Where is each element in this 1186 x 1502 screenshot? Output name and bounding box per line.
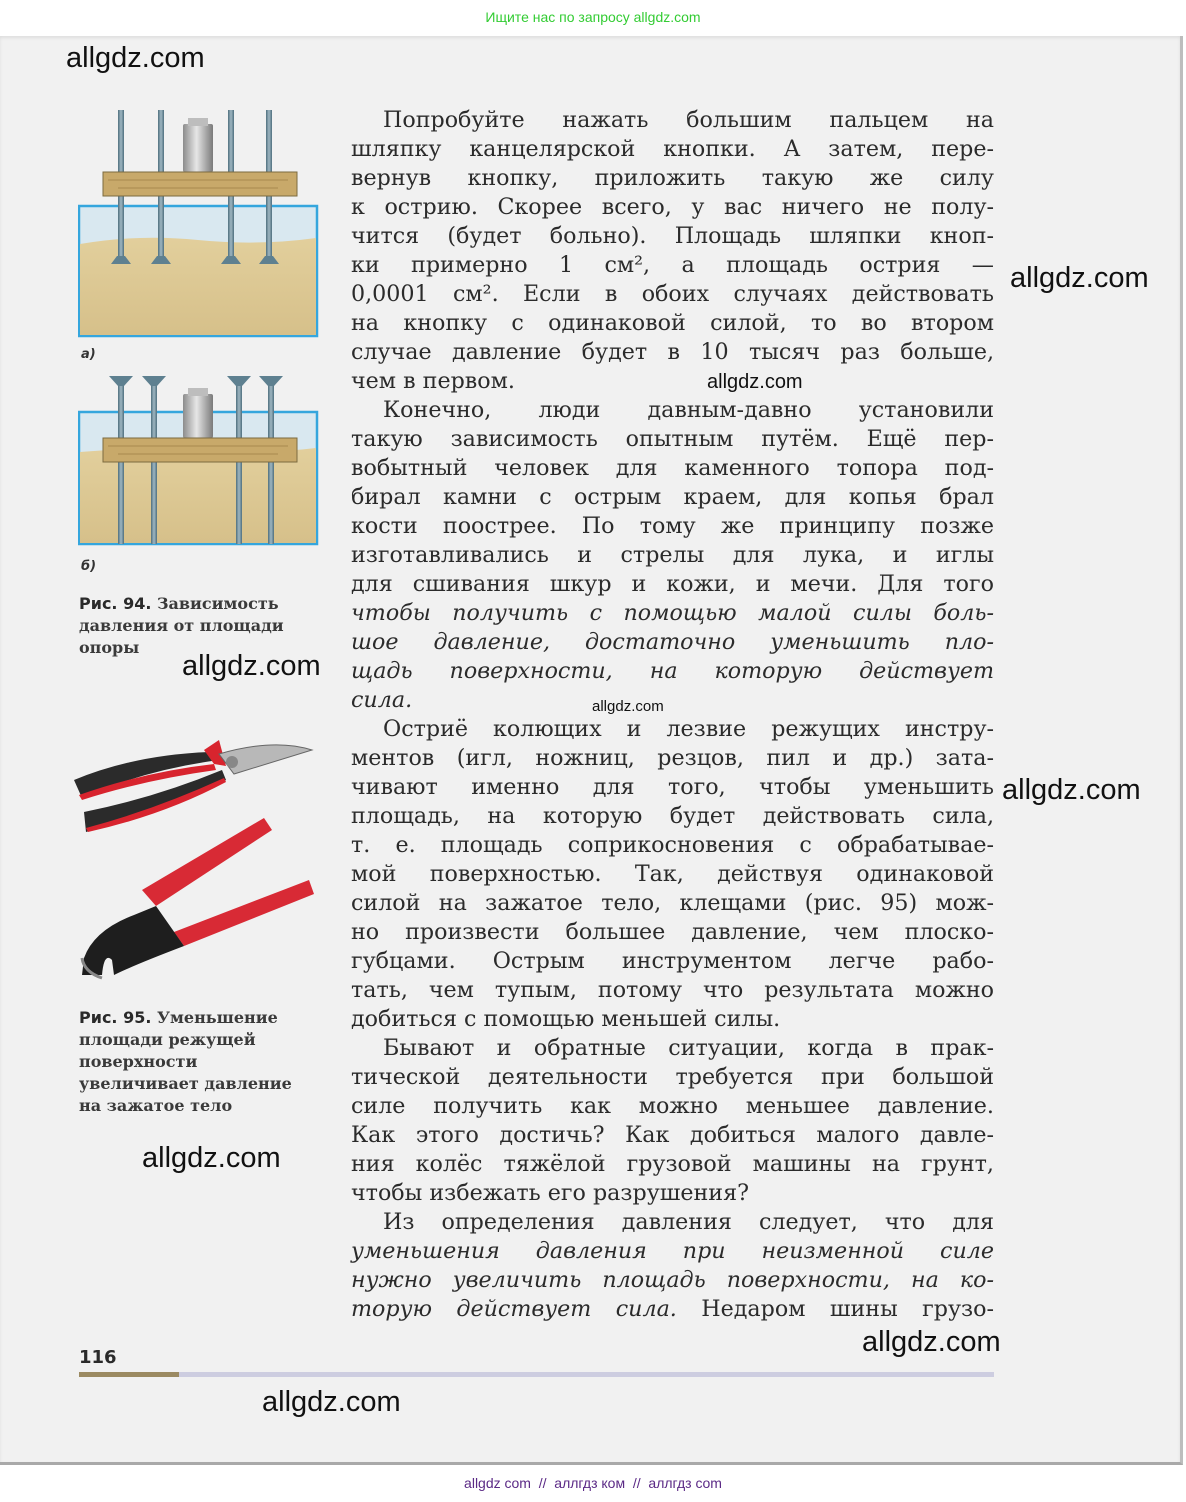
text-line: но произвести большее давление, чем плоско- (351, 919, 994, 945)
text-line: шляпку канцелярской кнопки. А затем, пере- (351, 136, 994, 162)
bottom-banner-text: allgdz com // аллгдз ком // аллгдз com (464, 1475, 722, 1491)
text-line: тать, чем тупым, потому что результата можно (351, 977, 994, 1003)
text-line: чивают именно для того, чтобы уменьшить (351, 774, 994, 800)
text-line: силой на зажатое тело, клещами (рис. 95) мож- (351, 890, 994, 916)
text-line: Попробуйте нажать большим пальцем на (383, 107, 994, 133)
text-line: случае давление будет в 10 тысяч раз больше, (351, 339, 994, 365)
page-number: 116 (79, 1347, 117, 1368)
text-line: для сшивания шкур и кожи, и мечи. Для того (351, 571, 994, 597)
text-line: Бывают и обратные ситуации, когда в прак- (383, 1035, 994, 1061)
text-line: торую действует сила. Недаром шины грузо- (351, 1296, 994, 1322)
text-line: чтобы получить с помощью малой силы боль- (351, 600, 994, 626)
figure-95-caption-line: увеличивает давление (79, 1074, 292, 1093)
text-line: силе получить как можно меньшее давление. (351, 1093, 994, 1119)
text-line: мой поверхностью. Так, действуя одинаковой (351, 861, 994, 887)
text-line: на кнопку с одинаковой силой, то во втором (351, 310, 994, 336)
figure-95-number: Рис. 95. (79, 1008, 152, 1027)
text-line: площадь, на которую будет действовать сила, (351, 803, 994, 829)
text-line: вернув кнопку, приложить такую же силу (351, 165, 994, 191)
text-line: бирал камни с острым краем, для копья брал (351, 484, 994, 510)
text-line: шое давление, достаточно уменьшить пло- (351, 629, 994, 655)
text-line: т. е. площадь соприкосновения с обрабатывае- (351, 832, 994, 858)
text-line: Остриё колющих и лезвие режущих инстру- (383, 716, 994, 742)
text-line: чится (будет больно). Площадь шляпки кноп- (351, 223, 994, 249)
figure-94a-nails-heads-down (78, 106, 320, 338)
figure-94-number: Рис. 94. (79, 594, 152, 613)
top-banner (0, 0, 1186, 36)
body-text (351, 106, 994, 1324)
top-banner-text: Ищите нас по запросу allgdz.com (485, 9, 701, 25)
figure-95-caption-line: поверхности (79, 1052, 198, 1071)
text-line: добиться с помощью меньшей силы. (351, 1006, 781, 1032)
text-line: чтобы избежать его разрушения? (351, 1180, 749, 1206)
text-line: кости поострее. По тому же принципу позже (351, 513, 994, 539)
text-line: ния колёс тяжёлой грузовой машины на грунт, (351, 1151, 994, 1177)
figure-94-caption-line: давления от площади (79, 616, 284, 635)
watermark-text: allgdz.com (592, 698, 664, 715)
text-line: такую зависимость опытным путём. Ещё пер- (351, 426, 994, 452)
text-line: Как этого достичь? Как добиться малого давле- (351, 1122, 994, 1148)
figure-95-caption-line: Уменьшение (157, 1008, 278, 1027)
text-line: ки примерно 1 см², а площадь острия — (351, 252, 994, 278)
watermark-text: allgdz.com (66, 42, 205, 74)
figure-94b-nails-points-down (78, 374, 320, 546)
figure-95-caption (79, 1007, 329, 1117)
text-line: вобытный человек для каменного топора под- (351, 455, 994, 481)
figure-95-caption-line: на зажатое тело (79, 1096, 233, 1115)
text-line: Из определения давления следует, что для (383, 1209, 994, 1235)
footer-rule-accent (79, 1372, 179, 1377)
text-line: тической деятельности требуется при большой (351, 1064, 994, 1090)
watermark-text: allgdz.com (862, 1326, 1001, 1358)
watermark-text: allgdz.com (1010, 262, 1149, 294)
figure-94a-label: а) (81, 347, 96, 362)
bottom-banner (0, 1468, 1186, 1502)
text-line: ментов (игл, ножниц, резцов, пил и др.) зата- (351, 745, 994, 771)
footer-rule (79, 1372, 994, 1377)
text-line: чем в первом. (351, 368, 515, 394)
figure-94-caption-line: Зависимость (157, 594, 279, 613)
figure-95-pliers-and-pincers (74, 720, 324, 990)
text-line: Конечно, люди давным-давно установили (383, 397, 994, 423)
figure-94-caption-line: опоры (79, 638, 140, 657)
figure-95-caption-line: площади режущей (79, 1030, 256, 1049)
text-line: сила. (351, 687, 413, 713)
watermark-text: allgdz.com (262, 1386, 401, 1418)
watermark-text: allgdz.com (707, 371, 803, 393)
text-line: 0,0001 см². Если в обоих случаях действовать (351, 281, 994, 307)
watermark-text: allgdz.com (142, 1142, 281, 1174)
text-line: к острию. Скорее всего, у вас ничего не полу- (351, 194, 994, 220)
text-line: уменьшения давления при неизменной силе (351, 1238, 994, 1264)
watermark-text: allgdz.com (1002, 774, 1141, 806)
figure-94b-label: б) (81, 559, 97, 574)
text-line: изготавливались и стрелы для лука, и иглы (351, 542, 994, 568)
text-line: нужно увеличить площадь поверхности, на ко- (351, 1267, 994, 1293)
watermark-text: allgdz.com (182, 650, 321, 682)
text-line: щадь поверхности, на которую действует (351, 658, 994, 684)
text-line: губцами. Острым инструментом легче рабо- (351, 948, 994, 974)
